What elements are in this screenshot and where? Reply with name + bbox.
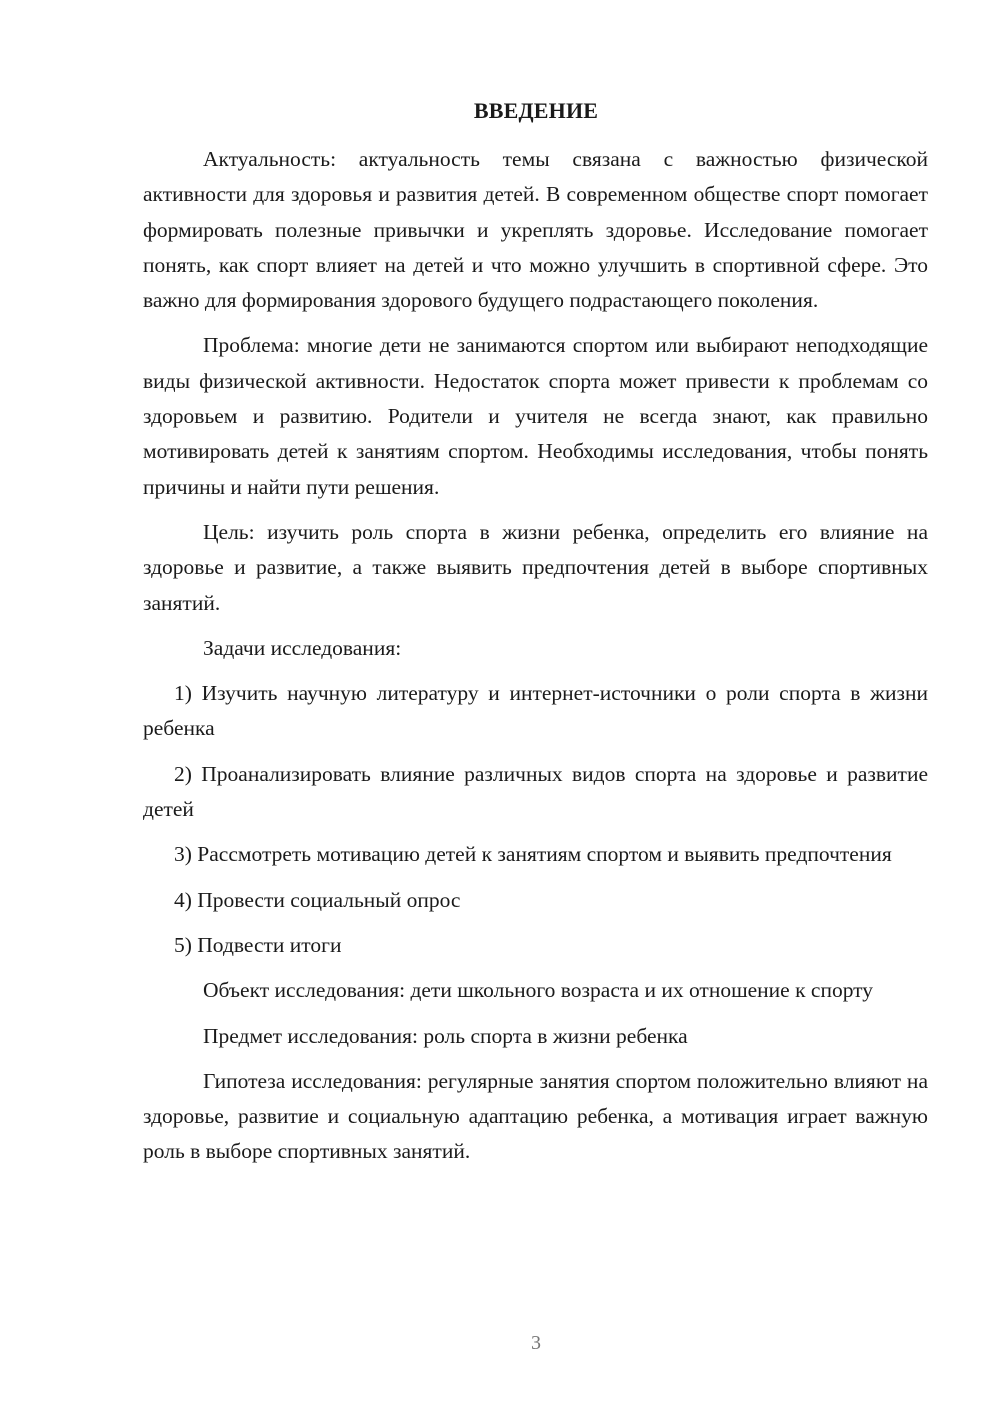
page-title: ВВЕДЕНИЕ xyxy=(473,98,599,123)
list-item-task-1: 1) Изучить научную литературу и интернет-источники о роли спорта в жизни ребенка xyxy=(143,681,928,741)
list-item-task-3: 3) Рассмотреть мотивацию детей к занятиям спортом и выявить предпочтения xyxy=(174,842,892,867)
list-item-task-5: 5) Подвести итоги xyxy=(174,932,342,957)
list-item-task-2: 2) Проанализировать влияние различных видов спорта на здоровье и развитие детей xyxy=(143,761,928,822)
paragraph-subject: Предмет исследования: роль спорта в жизни ребенка xyxy=(203,1023,688,1048)
paragraph-relevance: Актуальность: актуальность темы связана с важностью физической активности для здоровья и развития детей. В современном обществе спорт помогает формировать полезные привычки и укреплять здоровье. Исследование помогает понять, как спорт влияет на детей и что можно улучшить в спортивной сфере. Это важно для формирования здорового будущего подрастающего поколения. xyxy=(143,147,928,313)
paragraph-object: Объект исследования: дети школьного возраста и их отношение к спорту xyxy=(203,978,874,1003)
paragraph-goal: Цель: изучить роль спорта в жизни ребенка, определить его влияние на здоровье и развитие, а также выявить предпочтения детей в выборе спортивных занятий. xyxy=(143,519,928,615)
page-number: 3 xyxy=(531,1332,541,1354)
paragraph-hypothesis: Гипотеза исследования: регулярные занятия спортом положительно влияют на здоровье, развитие и социальную адаптацию ребенка, а мотивация играет важную роль в выборе спортивных занятий. xyxy=(143,1068,928,1164)
tasks-heading: Задачи исследования: xyxy=(203,635,402,660)
list-item-task-4: 4) Провести социальный опрос xyxy=(174,887,461,912)
document-body xyxy=(143,142,928,1180)
paragraph-problem: Проблема: многие дети не занимаются спортом или выбирают неподходящие виды физической активности. Недостаток спорта может привести к проблемам со здоровьем и развитию. Родители и учителя не всегда знают, как правильно мотивировать детей к занятиям спортом. Необходимы исследования, чтобы понять причины и найти пути решения. xyxy=(143,333,928,499)
